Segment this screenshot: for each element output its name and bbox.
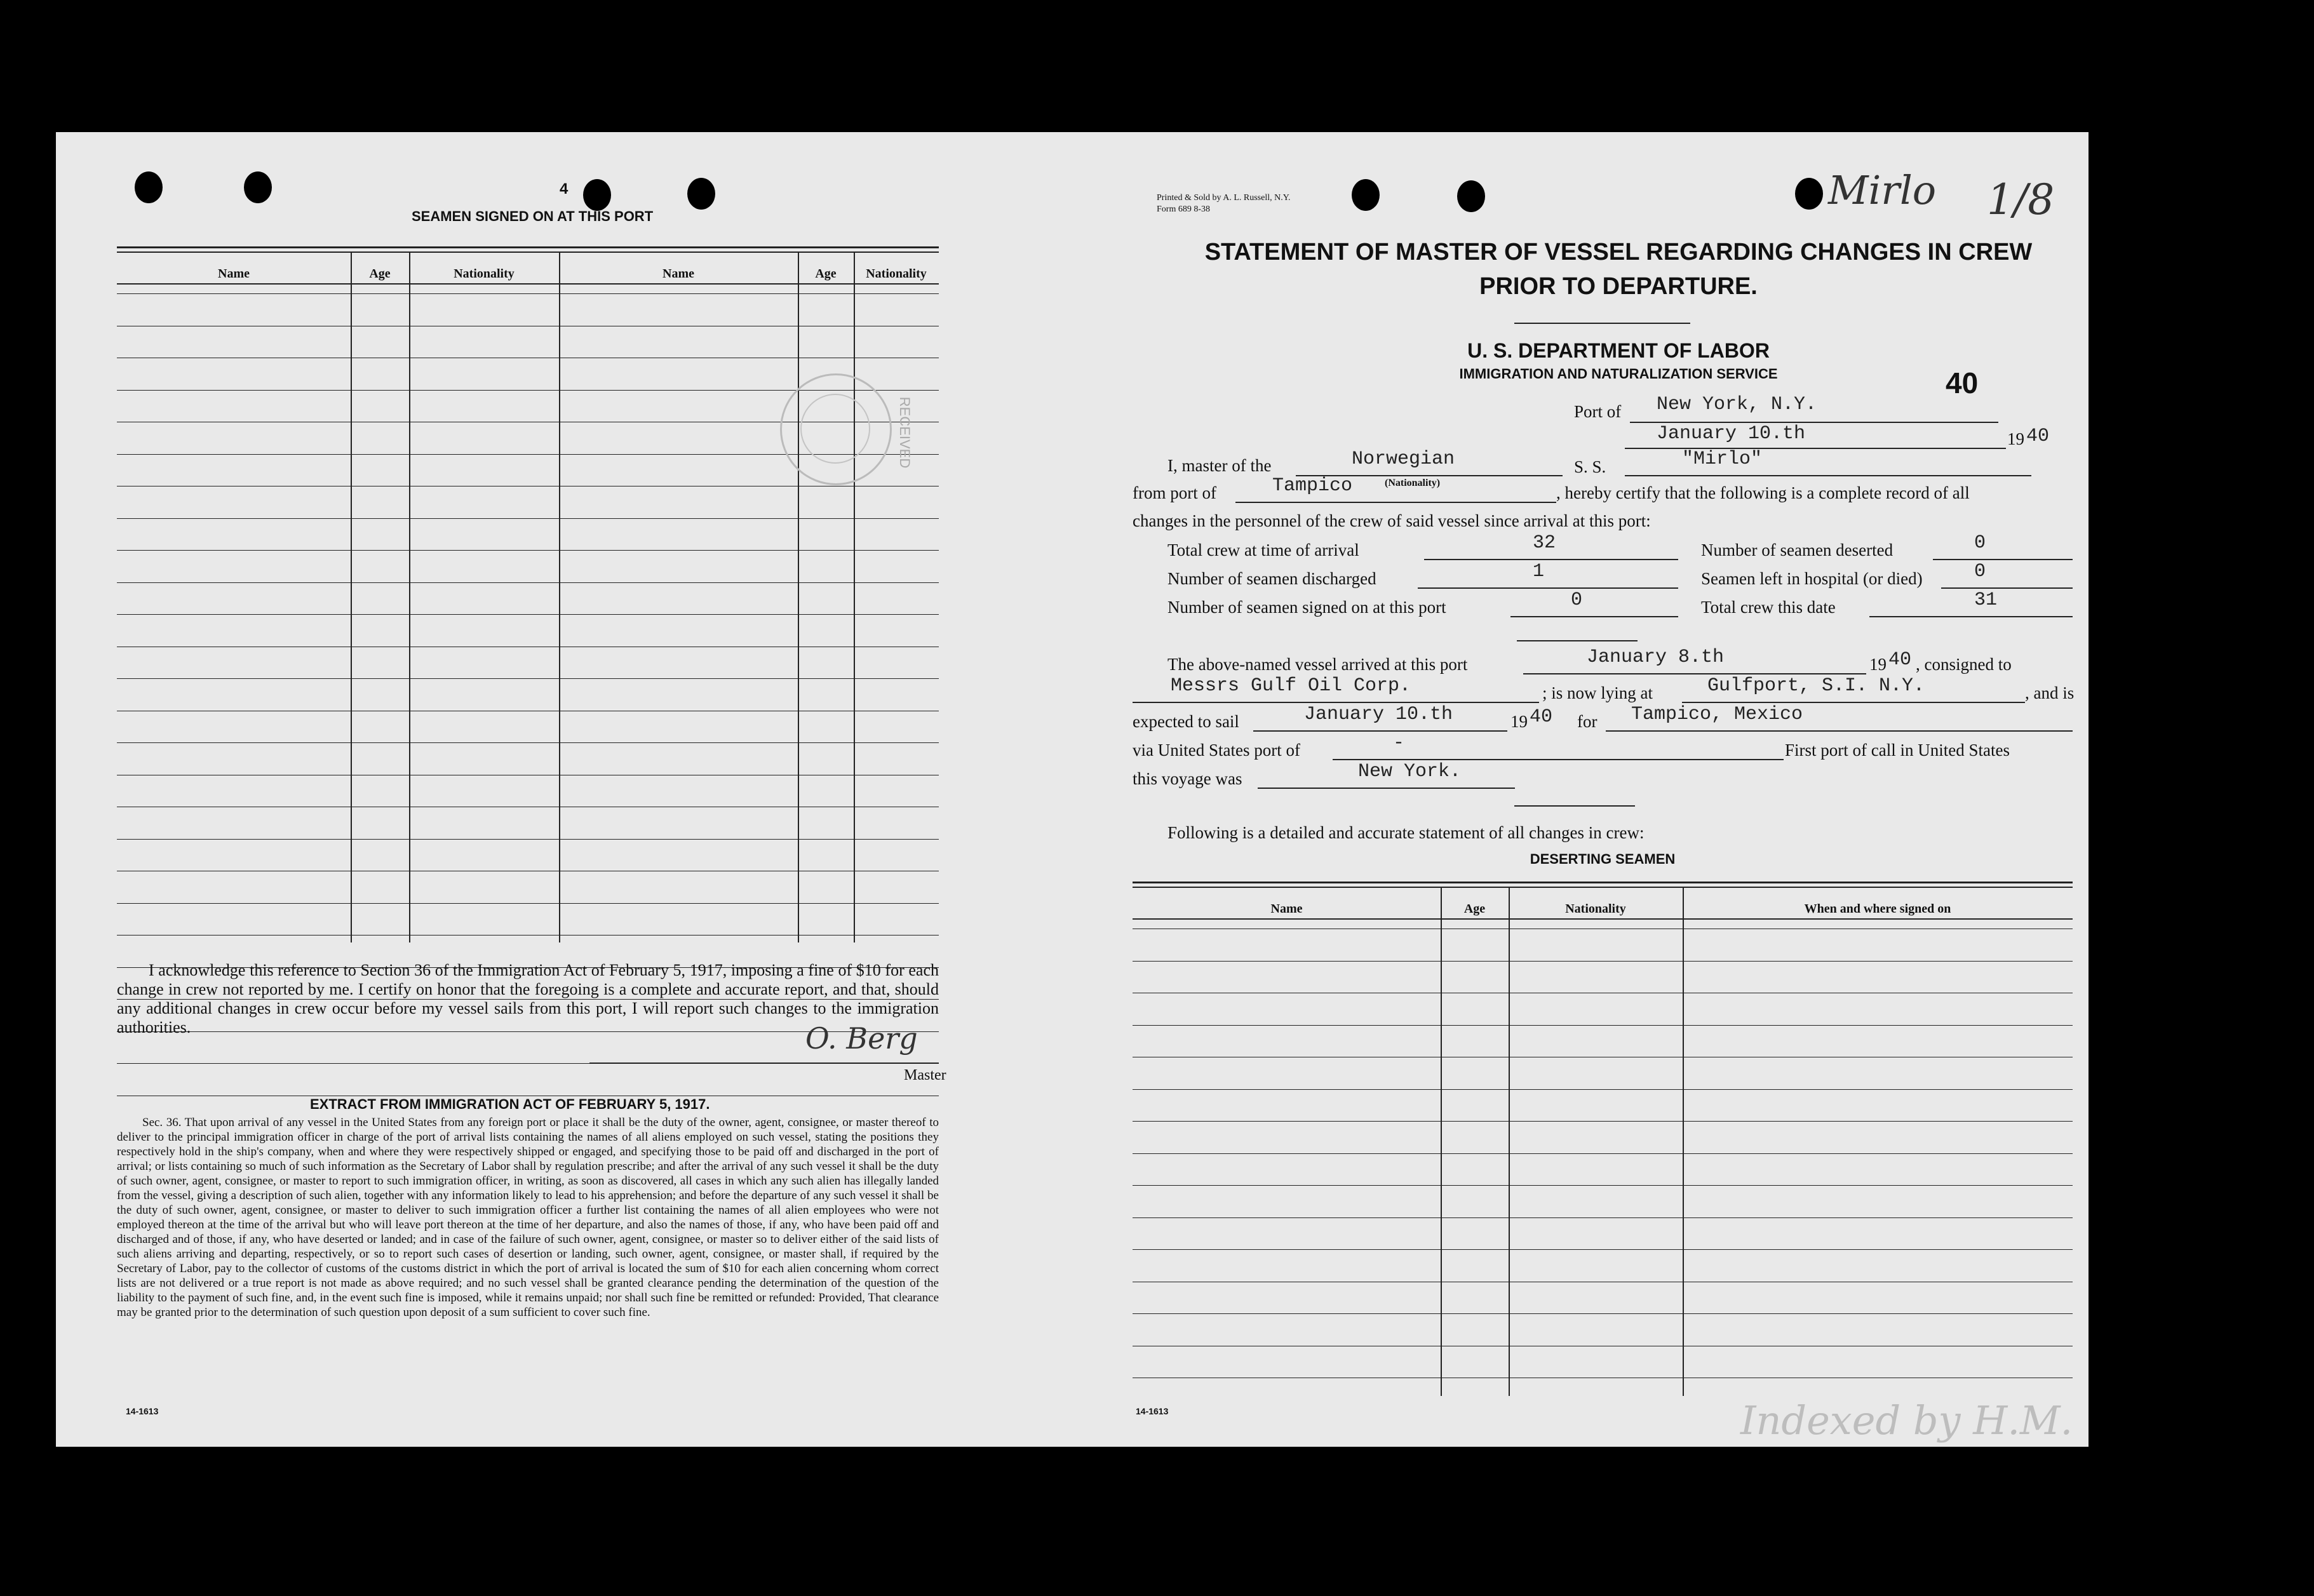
handwritten-vessel-name: Mirlo [1828, 167, 1937, 213]
signed-on-value: 0 [1571, 589, 1583, 611]
changes-text: changes in the personnel of the crew of said vessel since arrival at this port: [1133, 511, 1651, 530]
ship-name: "Mirlo" [1682, 448, 1763, 470]
table-row-line [117, 839, 939, 840]
section-rule [1517, 640, 1638, 641]
printer-credit: Printed & Sold by A. L. Russell, N.Y. [1157, 193, 1291, 203]
year-value: 40 [2026, 426, 2050, 447]
received-stamp-text: RECEIVED [897, 396, 913, 469]
table-header: Name [1270, 902, 1303, 916]
received-stamp-inner [800, 394, 870, 464]
total-crew-value: 31 [1974, 589, 1998, 611]
table-row-line [1133, 961, 2073, 962]
nationality-value: Norwegian [1352, 448, 1455, 470]
extract-title: EXTRACT FROM IMMIGRATION ACT OF FEBRUARY 5, 1917. [310, 1096, 710, 1112]
expected-label: expected to sail [1133, 712, 1239, 731]
service-name: IMMIGRATION AND NATURALIZATION SERVICE [1459, 366, 1778, 382]
indexed-note: Indexed by H.M. [1740, 1397, 2073, 1444]
lying-value: Gulfport, S.I. N.Y. [1707, 675, 1925, 697]
form-number: Form 689 8-38 [1157, 205, 1210, 214]
table-row-line [117, 614, 939, 615]
date-value: January 10.th [1657, 423, 1806, 445]
certify-text: , hereby certify that the following is a complete record of all [1556, 483, 1970, 502]
consignee-value: Messrs Gulf Oil Corp. [1171, 675, 1411, 697]
table-header: Age [1463, 902, 1486, 916]
table-row-line [117, 293, 939, 294]
table-row-line [117, 742, 939, 743]
table-row-line [1133, 1313, 2073, 1314]
form-code-right: 14-1613 [1136, 1406, 1169, 1416]
punch-hole [135, 171, 163, 203]
punch-hole [1795, 178, 1823, 210]
table-header: Name [218, 267, 250, 281]
table-row-line [1133, 1249, 2073, 1250]
punch-hole [583, 179, 611, 211]
punch-hole [244, 171, 272, 203]
form-title [1148, 235, 2089, 304]
expected-year-value: 40 [1530, 706, 1553, 728]
section-rule [1514, 805, 1635, 807]
title-rule [1514, 323, 1690, 324]
table-header: Nationality [866, 267, 927, 281]
total-crew-arrival-value: 32 [1533, 532, 1556, 554]
handwritten-fraction: 1/8 [1987, 175, 2055, 224]
table-row-line [1133, 1025, 2073, 1026]
deserted-value: 0 [1974, 532, 1986, 554]
table-row-line [1133, 1153, 2073, 1154]
punch-hole [687, 178, 715, 210]
voyage-label: this voyage was [1133, 769, 1242, 788]
table-header: Age [815, 267, 837, 281]
master-label: Master [904, 1067, 946, 1083]
hospital-label: Seamen left in hospital (or died) [1701, 569, 1923, 588]
port-label: Port of [1574, 402, 1622, 421]
table-header: When and where signed on [1804, 902, 1951, 916]
table-row-line [1133, 1185, 2073, 1186]
voyage-value: New York. [1358, 761, 1462, 782]
arrived-year-prefix: 19 [1869, 655, 1887, 674]
master-of-label: I, master of the [1167, 456, 1272, 475]
following-text: Following is a detailed and accurate statement of all changes in crew: [1167, 823, 1645, 842]
table-row-line [1133, 1089, 2073, 1090]
table-row-line [117, 582, 939, 583]
hospital-value: 0 [1974, 561, 1986, 582]
punch-hole [1457, 180, 1485, 212]
arrived-label: The above-named vessel arrived at this port [1167, 655, 1468, 674]
table-header: Nationality [1565, 902, 1626, 916]
expected-value: January 10.th [1304, 704, 1453, 725]
and-is-label: , and is [2025, 683, 2075, 702]
table-header: Nationality [454, 267, 515, 281]
via-value: - [1393, 732, 1405, 754]
nationality-caption: (Nationality) [1385, 478, 1441, 488]
discharged-label: Number of seamen discharged [1167, 569, 1376, 588]
for-label: for [1577, 712, 1598, 731]
table-header: Age [369, 267, 391, 281]
table-header: Name [663, 267, 694, 281]
table-row-line [117, 550, 939, 551]
consigned-label: , consigned to [1916, 655, 2012, 674]
total-crew-label: Total crew this date [1701, 598, 1836, 617]
section-title: SEAMEN SIGNED ON AT THIS PORT [412, 208, 654, 224]
acknowledgement-text: I acknowledge this reference to Section 36 of the Immigration Act of February 5, 1917, imposing a fine of $10 for each change in crew not reported by me. I certify on honor that the foregoing is a complete and accurate report, and that, should any additional changes in crew occur before my vessel sails from this port, I will report such changes to the immigration authorities. [117, 961, 939, 1036]
year-prefix: 19 [2007, 429, 2024, 448]
page-number: 4 [560, 180, 568, 198]
extract-text: Sec. 36. That upon arrival of any vessel in the United States from any foreign port or place it shall be the duty of the owner, agent, consignee, or master thereof to deliver to the principal immigration officer in charge of the port of arrival lists containing the names of all aliens employed on such vessel, stating the positions they respectively hold in the ship's company, when and where they were respectively shipped or engaged, and specifying those to be paid off and discharged in the port of arrival; or lists containing so much of such information as the Secretary of Labor shall by regulation prescribe; and after the arrival of any such vessel it shall be the duty of such owner, agent, consignee, or master to report to such immigration officer, in writing, as soon as discovered, all cases in which any such alien has illegally landed from the vessel, giving a description of such alien, together with any information likely to lead to his apprehension; and before the departure of any such vessel it shall be the duty of such owner, agent, consignee, or master to deliver to such immigration officer a further list containing the names of all alien employees who were not employed thereon at the time of the arrival but who will leave port thereon at the time of her departure, and also the names of those, if any, who have been paid off and discharged and of those, if any, who have deserted or landed; and in case of the failure of such owner, agent, consignee, or master so to deliver either of the said lists of such aliens arriving and departing, respectively, or so to report such cases of desertion or landing, such owner, agent, consignee, or master shall, if required by the Secretary of Labor, pay to the collector of customs of the customs district in which the port of arrival is located the sum of $10 for each alien concerning whom correct lists are not delivered or a true report is not made as above required; and no such vessel shall be granted clearance pending the determination of the question of the liability to the payment of such fine, and, in the event such fine is imposed, while it remains unpaid; nor shall such fine be remitted or refunded: Provided, That clearance may be granted prior to the determination of such question upon deposit of a sum sufficient to cover such fine. [117, 1116, 939, 1319]
sheet-number: 40 [1946, 366, 1979, 399]
arrived-value: January 8.th [1587, 647, 1725, 668]
form-title-line1: STATEMENT OF MASTER OF VESSEL REGARDING CHANGES IN CREW [1204, 239, 2033, 265]
deserted-label: Number of seamen deserted [1701, 540, 1894, 560]
form-title-line2: PRIOR TO DEPARTURE. [1479, 273, 1758, 300]
punch-hole [1352, 179, 1380, 211]
for-value: Tampico, Mexico [1631, 704, 1803, 725]
expected-year-prefix: 19 [1510, 712, 1528, 731]
ss-label: S. S. [1574, 457, 1606, 476]
form-code-left: 14-1613 [126, 1406, 159, 1416]
department-name: U. S. DEPARTMENT OF LABOR [1467, 339, 1770, 362]
document-sheet [56, 132, 2089, 1447]
deserting-title: DESERTING SEAMEN [1530, 851, 1676, 867]
signature-line [589, 1063, 939, 1064]
table-row-line [117, 678, 939, 679]
port-value: New York, N.Y. [1657, 394, 1817, 415]
from-port-value: Tampico [1272, 475, 1353, 497]
lying-label: ; is now lying at [1542, 683, 1653, 702]
first-port-label: First port of call in United States [1785, 741, 2010, 760]
table-row-line [117, 903, 939, 904]
master-signature: O. Berg [805, 1021, 918, 1056]
from-port-label: from port of [1133, 483, 1216, 502]
signed-on-label: Number of seamen signed on at this port [1167, 598, 1446, 617]
total-crew-arrival-label: Total crew at time of arrival [1167, 540, 1359, 560]
via-label: via United States port of [1133, 741, 1300, 760]
discharged-value: 1 [1533, 561, 1545, 582]
table-row-line [117, 518, 939, 519]
arrived-year-value: 40 [1888, 649, 1912, 671]
table-row-line [1133, 1217, 2073, 1218]
table-row-line [1133, 1121, 2073, 1122]
